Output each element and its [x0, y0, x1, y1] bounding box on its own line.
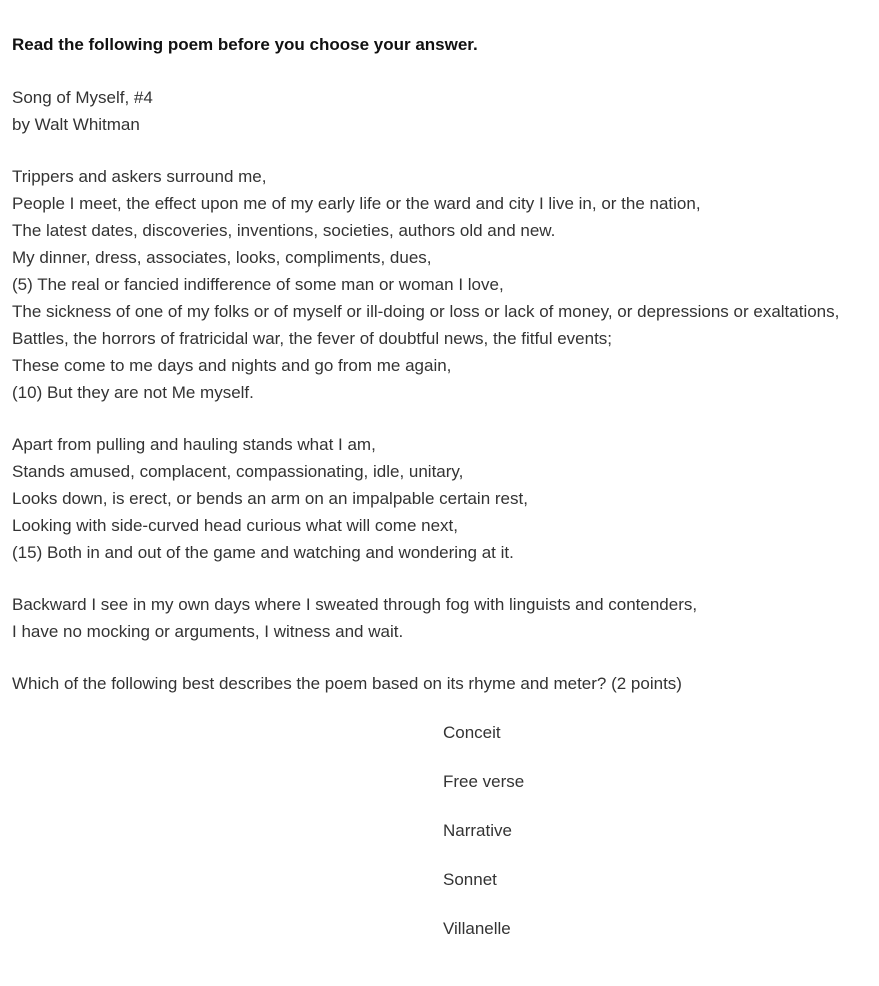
poem-line: Looks down, is erect, or bends an arm on an impalpable certain rest,	[12, 489, 528, 508]
answer-option[interactable]: Sonnet	[443, 870, 497, 889]
poem-line: Apart from pulling and hauling stands what I am,	[12, 435, 376, 454]
poem-line: (15) Both in and out of the game and watching and wondering at it.	[12, 543, 514, 562]
answer-option[interactable]: Free verse	[443, 772, 525, 791]
poem-line: The latest dates, discoveries, inventions, societies, authors old and new.	[12, 221, 556, 240]
poem-line: These come to me days and nights and go from me again,	[12, 356, 452, 375]
poem-stanza	[12, 591, 867, 645]
poem-stanza	[12, 163, 867, 406]
poem-stanza	[12, 431, 867, 566]
poem-line: Backward I see in my own days where I sweated through fog with linguists and contenders,	[12, 595, 698, 614]
poem-line: (10) But they are not Me myself.	[12, 383, 254, 402]
poem-byline: by Walt Whitman	[12, 115, 140, 134]
poem-header	[12, 84, 867, 138]
poem-title: Song of Myself, #4	[12, 88, 153, 107]
poem-line: Battles, the horrors of fratricidal war, the fever of doubtful news, the fitful events;	[12, 329, 613, 348]
poem-line: The sickness of one of my folks or of myself or ill-doing or loss or lack of money, or depressions or exaltations,	[12, 302, 840, 321]
instruction-text: Read the following poem before you choose your answer.	[12, 35, 478, 54]
answer-option[interactable]: Conceit	[443, 723, 501, 742]
question-text: Which of the following best describes the poem based on its rhyme and meter? (2 points)	[12, 674, 682, 693]
poem-line: People I meet, the effect upon me of my early life or the ward and city I live in, or the nation,	[12, 194, 701, 213]
poem-line: Trippers and askers surround me,	[12, 167, 267, 186]
poem-stanzas	[12, 163, 867, 645]
answer-option[interactable]: Narrative	[443, 821, 512, 840]
answer-options	[12, 719, 867, 942]
poem-line: Looking with side-curved head curious what will come next,	[12, 516, 459, 535]
poem-line: I have no mocking or arguments, I witness and wait.	[12, 622, 404, 641]
poem-line: My dinner, dress, associates, looks, compliments, dues,	[12, 248, 432, 267]
answer-option[interactable]: Villanelle	[443, 919, 511, 938]
poem-line: Stands amused, complacent, compassionating, idle, unitary,	[12, 462, 464, 481]
poem-line: (5) The real or fancied indifference of some man or woman I love,	[12, 275, 504, 294]
